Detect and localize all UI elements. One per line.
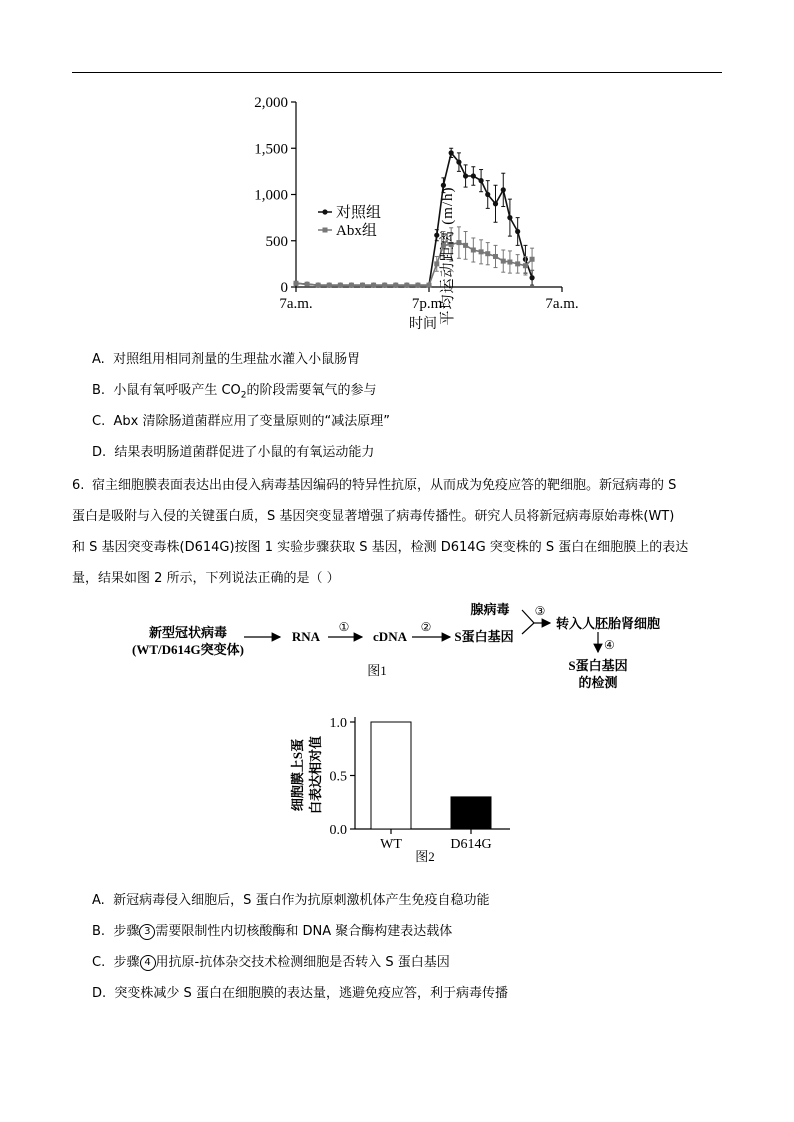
data-point [515,261,520,266]
bar-y-label-2: 白表达相对值 [308,735,323,815]
data-point [507,260,512,265]
adenovirus-label: 腺病毒 [470,602,510,617]
data-point [360,283,365,288]
data-point [456,240,461,245]
data-point [449,150,454,155]
q6-line-1: 宿主细胞膜表面表达出由侵入病毒基因编码的特异性抗原，从而成为免疫应答的靶细胞。新冠病毒的 S [92,478,677,493]
bar-d614g [451,797,491,829]
data-point [530,257,535,262]
bar-x-tick-label: WT [380,837,402,852]
q6-line-2: 蛋白是吸附与入侵的关键蛋白质，S 基因突变显著增强了病毒传播性。研究人员将新冠病毒原始毒株(WT) [72,509,675,524]
header-rule [72,72,722,73]
data-point [393,283,398,288]
data-point [471,173,476,178]
bar-y-label-1: 细胞膜上S蛋 [290,738,305,812]
step-1: ① [338,620,350,634]
x-tick-label: 7a.m. [545,296,579,312]
x-tick-label: 7p.m. [411,296,447,312]
data-point [529,275,534,280]
rna-label: RNA [291,629,321,644]
data-point [371,283,376,288]
q6-line-3: 和 S 基因突变毒株(D614G)按图 1 实验步骤获取 S 基因，检测 D614G 突变株的 S 蛋白在细胞膜上的表达 [72,540,689,555]
q5-option-b: B. 小鼠有氧呼吸产生 $CO_2$的阶段需要氧气的参与 [92,383,377,401]
virus-label-2: (WT/D614G突变体) [132,642,244,657]
data-point [338,283,343,288]
y-tick-label: 500 [265,233,288,250]
data-point [382,283,387,288]
transfer-label: 转入人胚胎肾细胞 [556,616,661,631]
bar-y-tick-label: 0.5 [329,769,347,785]
data-point [434,233,439,238]
fig1-caption: 图1 [367,663,387,678]
y-tick-label: 0 [280,280,288,296]
data-point [456,160,461,165]
bar-wt [371,722,411,829]
fig2-caption: 图2 [415,849,435,864]
step-3: ③ [534,604,546,618]
data-point [493,254,498,259]
y-axis-label: 平均运动距离 (m/h) [440,186,456,326]
data-point [478,178,483,183]
cdna-label: cDNA [373,629,407,644]
detect-label-2: 的检测 [578,675,618,690]
q6-option-b: B. 步骤 3 需要限制性内切核酸酶和 DNA 聚合酶构建表达载体 [92,924,453,939]
data-point [515,229,520,234]
data-point [294,281,299,286]
data-point [501,259,506,264]
q6-option-c: C. 步骤 4 用抗原-抗体杂交技术检测细胞是否转入 S 蛋白基因 [92,955,450,970]
data-point [305,282,310,287]
y-tick-label: 1,500 [254,141,288,158]
series-line-0 [296,153,532,285]
data-point [485,192,490,197]
data-point [523,263,528,268]
q6-line-4: 量，结果如图 2 所示，下列说法正确的是（ ） [72,571,340,586]
data-point [485,251,490,256]
q6-option-d: D. 突变株减少 S 蛋白在细胞膜的表达量，逃避免疫应答，利于病毒传播 [92,986,508,1001]
data-point [349,283,354,288]
y-tick-label: 2,000 [254,95,288,111]
bar-y-tick-label: 1.0 [329,716,347,731]
data-point [471,248,476,253]
activity-line-chart [210,90,590,340]
bar-x-tick-label: D614G [450,837,492,852]
data-point [463,173,468,178]
data-point [316,283,321,288]
bar-y-tick-label: 0.0 [329,823,347,838]
q5-option-d: D. 结果表明肠道菌群促进了小鼠的有氧运动能力 [92,445,375,460]
data-point [327,283,332,288]
data-point [479,249,484,254]
s-gene-label: S蛋白基因 [454,629,514,644]
data-point [463,243,468,248]
step-4: ④ [604,638,615,652]
q6-option-a: A. 新冠病毒侵入细胞后，S 蛋白作为抗原刺激机体产生免疫自稳功能 [92,893,490,908]
data-point [415,283,420,288]
series-line-1 [296,243,532,286]
q5-option-a: A. 对照组用相同剂量的生理盐水灌入小鼠肠胃 [92,352,361,367]
x-axis-label: 时间 [409,317,437,332]
circled-3: 3 [139,924,155,940]
s-protein-bar-chart [280,705,520,870]
data-point [501,187,506,192]
detect-label-1: S蛋白基因 [568,658,628,673]
virus-label-1: 新型冠状病毒 [148,625,228,640]
experiment-flow-diagram [120,598,690,698]
q6-number: 6. [72,478,85,493]
circled-4: 4 [140,955,156,971]
y-tick-label: 1,000 [254,187,288,204]
legend-label-control: 对照组 [336,205,382,221]
q5-option-c: C. Abx 清除肠道菌群应用了变量原则的“减法原理” [92,414,390,429]
data-point [427,283,432,288]
legend-label-abx: Abx组 [336,223,377,239]
step-2: ② [420,620,432,634]
data-point [404,283,409,288]
legend [318,204,381,239]
data-point [493,201,498,206]
data-point [434,261,439,266]
merge-lines [522,610,534,634]
x-tick-label: 7a.m. [279,296,313,312]
data-point [507,215,512,220]
